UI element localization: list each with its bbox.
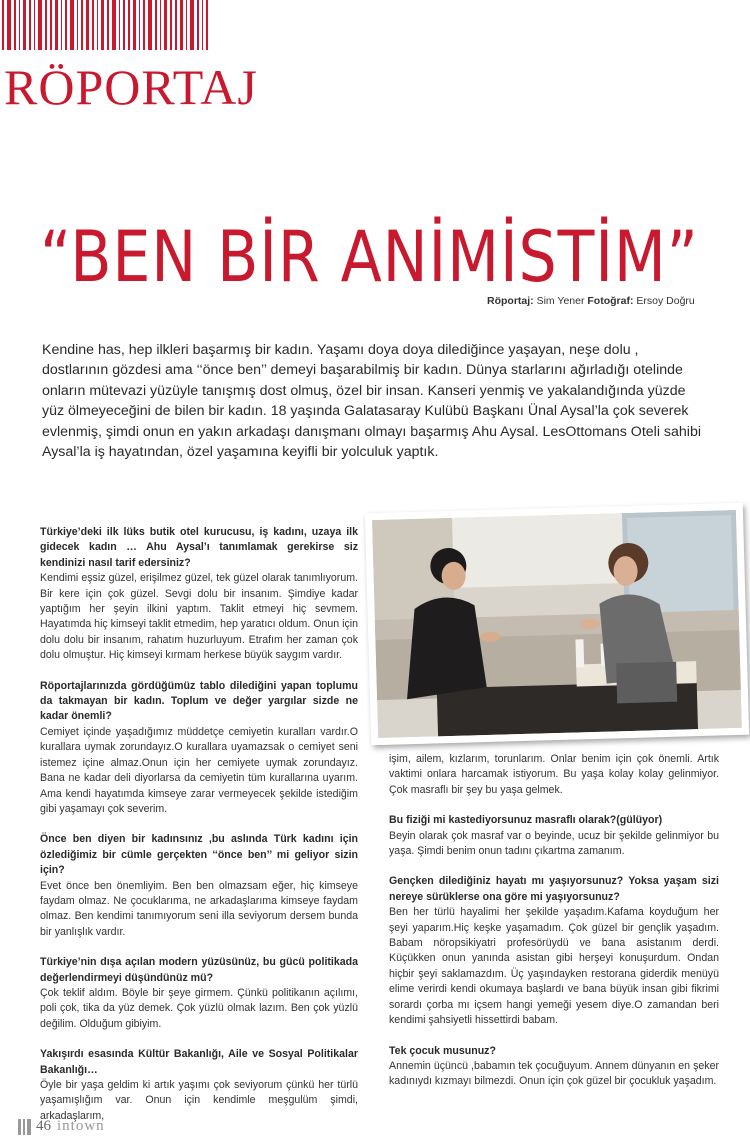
photo-label: Fotoğraf: [587,295,634,307]
answer: Kendimi eşsiz güzel, erişilmez güzel, tek güzel olarak tanımlıyorum. Bir kere için çok güzel. Sevgi dolu bir insanım. Şimdiye kadar yaptığım her şeyin ilkini yaptım. Taklit etmeyi hiç sevmem. Hayatımda hiç kimseyi taklit etmedim, hep yaratıcı oldum. Onun için dolu dolu bir insanım, rahatım huzurluyum. Etrafım her zaman çok dolu olmuştur. Hiç kimseyi kırmam herkese büyük saygım vardır. [40,572,358,662]
question: Röportajlarınızda gördüğümüz tablo dilediğini yapan toplumu da takmayan bir kadın. Toplum ve değer yargılar sizde ne kadar önemli? [40,679,358,723]
question: Gençken dilediğiniz hayatı mı yaşıyorsunuz? Yoksa yaşam sizi nereye sürüklerse ona göre mi yaşıyorsunuz? [389,875,719,903]
question: Türkiye’deki ilk lüks butik otel kurucusu, iş kadını, uzaya ilk gidecek kadın … Ahu Aysal’ı tanımlamak gerekirse siz kendinizi nasıl tarif edersiniz? [40,526,358,569]
qa-block [389,1044,719,1090]
qa-block [40,525,358,664]
interview-label: Röportaj: [487,295,534,307]
page-number: 46 [36,1118,51,1134]
interview-photo-illustration [372,510,742,738]
question: Yakışırdı esasında Kültür Bakanlığı, Aile ve Sosyal Politikalar Bakanlığı… [40,1048,358,1076]
question: Tek çocuk musunuz? [389,1044,496,1057]
qa-block [389,813,719,859]
text-column-right [389,752,719,1105]
answer: Evet önce ben önemliyim. Ben ben olmazsam eğer, hiç kimseye faydam olmaz. Ne çocuklarıma, ne arkadaşlarıma kimseye faydam olmaz. Ben kendimi tanımıyorum seni illa seviyorum dersem bunda bir yanlışlık vardır. [40,879,358,938]
interviewer-name: Sim Yener [536,295,585,307]
question: Türkiye’nin dışa açılan modern yüzüsünüz, bu gücü politikada değerlendirmeyi düşündünüz mü? [40,956,358,984]
barcode-decoration [2,0,242,50]
qa-block [40,1047,358,1124]
article-intro: Kendine has, hep ilkleri başarmış bir kadın. Yaşamı doya doya dilediğince yaşayan, neşe dolu , dostlarının gözdesi ama ‘‘önce ben’’ demeyi başarabilmiş bir kadın. Dünya starlarını ağırladığı otelinde onların mütevazi yüzüyle tanışmış dost olmuş, özel bir insan. Kanseri yenmiş ve yakalandığında yüzde yüz ölmeyeceğini de bilen bir kadın. 18 yaşında Galatasaray Kulübü Başkanı Ünal Aysal’la çok severek evlenmiş, şimdi onun en yakın arkadaşı danışmanı olmayı başarmış Ahu Aysal. LesOttomans Oteli sahibi Aysal’la iş hayatından, özel yaşamına keyifli bir yolculuk yaptık. [42,342,701,461]
answer: Öyle bir yaşa geldim ki artık yaşımı çok seviyorum çünkü her türlü yaşamışlığım var. Onun için kendimle meşgulüm şimdi, arkadaşlarım, [40,1079,358,1122]
footer-bars-decoration [18,1119,33,1135]
answer: Çok teklif aldım. Böyle bir şeye girmem. Çünkü politikanın açılımı, poli çok, tika da yüz demek. Çok yüzlü olmak lazım. Ben çok yüzlü değilim. Olduğum gibiyim. [40,986,358,1030]
qa-block [389,752,719,798]
answer: Ben her türlü hayalimi her şekilde yaşadım.Kafama koyduğum her şeyi yaparım.Hiç keşke yaşamadım. Çok güzel bir gençlik yaşadım. Babam nöropsikiyatri profesörüydü ve bana asistanım derdi. Küçükken onun yanında asistan gibi herşeyi konuşurdum. Ondan hiçbir şeyi saklamazdım. Üç yaşındayken restorana giderdik menüyü elime verirdi kendi okumaya başlardı ve bana büyük insan gibi fikrimi sorardı çorba mı içsem hangi yemeği yesem diye.O zamandan beri kendimi şahsiyetli hissettirdi babam. [389,906,719,1027]
photographer-name: Ersoy Doğru [636,295,695,307]
answer: Beyin olarak çok masraf var o beyinde, ucuz bir şekilde gelinmiyor bu yaşa. Şimdi benim onun tadını çıkartma zamanım. [389,829,719,858]
qa-block [389,874,719,1028]
page-footer [18,1118,105,1135]
qa-block [40,679,358,818]
interview-photo [365,503,749,745]
text-column-left [40,525,358,1139]
article-title: “BEN BİR ANİMİSTİM” [40,216,699,298]
magazine-name: intown [57,1118,105,1134]
qa-block [40,832,358,940]
answer: işim, ailem, kızlarım, torunlarım. Onlar benim için çok önemli. Artık vaktimi onlara harcamak istiyorum. Bu yaşa kolay kolay gelinmiyor. Çok masraflı bir şey bu yaşa gelmek. [389,753,719,796]
answer: Annemin üçüncü ,babamın tek çocuğuyum. Annem dünyanın en şeker kadınıydı kızmayı bilmezdi. Onun için çok güzel bir çocukluk yaşadım. [389,1059,719,1088]
question: Bu fiziği mi kastediyorsunuz masraflı olarak?(gülüyor) [389,814,663,827]
article-credits [487,295,695,307]
question: Önce ben diyen bir kadınsınız ,bu aslında Türk kadını için özlediğimiz bir cümle gerçekten ‘‘önce ben’’ mi geliyor sizin için? [40,833,358,877]
answer: Cemiyet içinde yaşadığımız müddetçe cemiyetin kuralları vardır.O kurallara uymak zorundayız.O kurallara uyamazsak o cemiyet seni istemez içine almaz.Onun için her cemiyete uymak zorundayız. Bana ne kadar deli diyorlarsa da cemiyetin tüm kurallarına uyarım. Ama kendi hayatımda kimseye zarar vermeyecek şekilde istediğim gibi yaşamayı çok severim. [40,725,358,815]
qa-block [40,955,358,1032]
section-heading: RÖPORTAJ [4,59,258,115]
